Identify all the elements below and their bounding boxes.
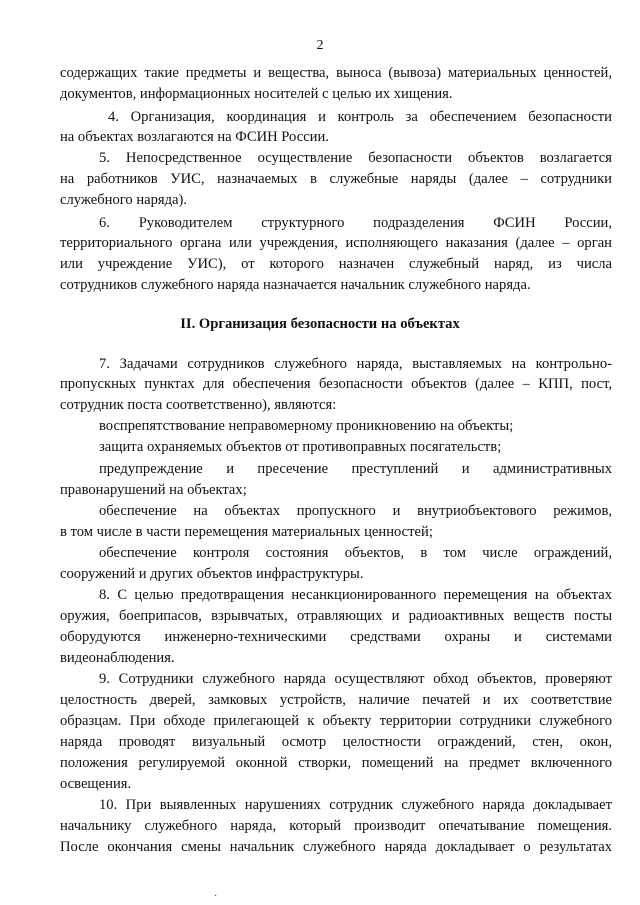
text-line: защита охраняемых объектов от противоправных посягательств;	[99, 439, 502, 455]
text-line: образцам. При обходе прилегающей к объекту территории сотрудники служебного	[60, 713, 612, 729]
text-line: в том числе в части перемещения материальных ценностей;	[60, 524, 433, 540]
text-line: сооружений и других объектов инфраструктуры.	[60, 566, 364, 582]
text-line: или учреждение УИС), от которого назначен служебный наряд, из числа	[60, 256, 612, 272]
text-line: оружия, боеприпасов, взрывчатых, отравляющих и радиоактивных веществ посты	[60, 608, 612, 624]
text-line: 9. Сотрудники служебного наряда осуществляют обход объектов, проверяют	[99, 671, 612, 687]
text-line: наряда проводят визуальный осмотр целостности ограждений, стен, окон,	[60, 734, 612, 750]
text-line: начальнику служебного наряда, который производит опечатывание помещения.	[60, 818, 612, 834]
text-line: пропускных пунктах для обеспечения безопасности объектов (далее – КПП, пост,	[60, 376, 612, 392]
section-heading: II. Организация безопасности на объектах	[180, 316, 460, 332]
text-line: правонарушений на объектах;	[60, 482, 247, 498]
text-line: 6. Руководителем структурного подразделения ФСИН России,	[99, 215, 612, 231]
text-line: на объектах возлагаются на ФСИН России.	[60, 129, 329, 145]
scan-mark: ·	[214, 891, 218, 902]
text-line: 10. При выявленных нарушениях сотрудник служебного наряда докладывает	[99, 797, 612, 813]
text-line: положения регулируемой оконной створки, помещений на предмет включенного	[60, 755, 612, 771]
text-line: обеспечение контроля состояния объектов, в том числе ограждений,	[99, 545, 612, 561]
text-line: освещения.	[60, 776, 132, 792]
text-line: 4. Организация, координация и контроль за обеспечением безопасности	[108, 109, 612, 125]
text-line: 8. С целью предотвращения несанкционированного перемещения на объектах	[99, 587, 612, 603]
text-line: целостность дверей, замковых устройств, наличие печатей и их соответствие	[60, 692, 612, 708]
text-line: на работников УИС, назначаемых в служебные наряды (далее – сотрудники	[60, 171, 612, 187]
page-number: 2	[316, 38, 324, 53]
text-line: видеонаблюдения.	[60, 650, 175, 666]
text-line: документов, информационных носителей с целью их хищения.	[60, 86, 453, 102]
text-line: воспрепятствование неправомерному проникновению на объекты;	[99, 418, 514, 434]
text-line: сотрудник поста соответственно), являются:	[60, 397, 337, 413]
text-line: территориального органа или учреждения, исполняющего наказания (далее – орган	[60, 235, 612, 251]
text-line: оборудуются инженерно-техническими средствами охраны и системами	[60, 629, 612, 645]
text-line: сотрудников служебного наряда назначается начальник служебного наряда.	[60, 277, 531, 293]
text-line: содержащих такие предметы и вещества, выноса (вывоза) материальных ценностей,	[60, 65, 612, 81]
text-line: обеспечение на объектах пропускного и внутриобъектового режимов,	[99, 503, 612, 519]
text-line: 7. Задачами сотрудников служебного наряда, выставляемых на контрольно-	[99, 356, 612, 372]
text-line: 5. Непосредственное осуществление безопасности объектов возлагается	[99, 150, 612, 166]
text-line: После окончания смены начальник служебного наряда докладывает о результатах	[60, 839, 612, 855]
text-line: служебного наряда).	[60, 192, 188, 208]
text-line: предупреждение и пресечение преступлений и административных	[99, 461, 612, 477]
